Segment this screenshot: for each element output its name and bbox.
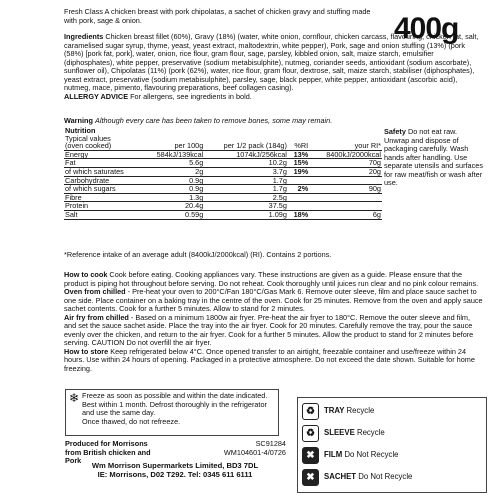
ingredients-label: Ingredients (64, 32, 104, 41)
nutrient-ri-ref: 70g (309, 159, 382, 168)
net-weight: 400g (394, 12, 459, 45)
instruction-label: Oven from chilled (64, 287, 126, 296)
instruction-text: Cook before eating. Cooking appliances vary. These instructions are given as a guide. Please ensure that the product is piping hot throughout before serving. Do not reheat. Cook thoroughly until juices run clear and no pink colour remains. (64, 270, 479, 288)
ingredients-block (64, 33, 484, 101)
producer-line-2: from British chicken and Pork (65, 447, 151, 465)
instructions-block (64, 271, 484, 373)
no-recycle-icon: ✖ (302, 447, 319, 464)
recycling-item: TRAY (324, 406, 345, 415)
nutrient-ri-ref: 6g (309, 210, 382, 219)
recycling-status: Do Not Recycle (344, 450, 399, 459)
freezing-text-main: Freeze as soon as possible and within the date indicated. Best within 1 month. Defrost thoroughly in the refrigerator and use the same day. (82, 391, 268, 417)
warning-block (64, 117, 484, 126)
nutrient-ri-ref: 90g (309, 185, 382, 194)
nutrient-name: Energy (64, 150, 142, 159)
nutrient-per-pack: 1074kJ/256kcal (204, 150, 288, 159)
nutrient-ri: 2% (288, 185, 309, 194)
code-2: WM104601-4/0726 (223, 447, 286, 457)
nutrient-per-100g: 5.6g (142, 159, 204, 168)
instruction-item (64, 314, 484, 348)
recycling-box (297, 397, 487, 493)
nutrient-ri-ref: 8400kJ/2000kcal (309, 150, 382, 159)
nutrient-ri-ref (309, 193, 382, 202)
nutrient-per-pack: 1.09g (204, 210, 288, 219)
recycling-status: Do Not Recycle (358, 472, 413, 481)
instruction-item (64, 348, 484, 374)
nutrient-name: Carbohydrate (64, 176, 142, 185)
nutrient-per-pack: 1.7g (204, 185, 288, 194)
producer-line-1: Produced for Morrisons (65, 439, 148, 448)
nutrition-row (64, 150, 382, 159)
nutrient-ri: 13% (288, 150, 309, 159)
nutrient-name: of which saturates (64, 167, 142, 176)
nutrient-per-100g: 0.9g (142, 185, 204, 194)
safety-text: Do not eat raw. Unwrap and dispose of packaging carefully. Wash hands after handling. Use separate utensils and surfaces for raw meat/fish or wash after use. (384, 127, 483, 187)
nutrient-per-100g: 2g (142, 167, 204, 176)
nutrient-per-100g: 20.4g (142, 202, 204, 211)
nutrient-ri: 15% (288, 159, 309, 168)
nutrient-name: Salt (64, 210, 142, 219)
nutrient-name: Fibre (64, 193, 142, 202)
no-recycle-icon: ✖ (302, 469, 319, 486)
freezing-text (82, 392, 274, 426)
warning-label: Warning (64, 116, 93, 125)
instruction-text: Keep refrigerated below 4°C. Once opened transfer to an airtight, freezable container and use/freeze within 24 hours. Use within 24 hours of opening. Packaged in a protective atmosphere. Do not exceed the date shown. Suitable for home freezing. (64, 346, 475, 373)
instruction-item (64, 271, 484, 288)
nutrition-table (64, 127, 382, 220)
recycling-status: Recycle (356, 428, 385, 437)
instruction-text: - Pre-heat your oven to 200°C/Fan 180°C/Gas Mark 6. Remove outer sleeve, film and place sauce sachet to one side. Place container on a baking tray in the centre of the oven. Cook for 25 minutes. Remove from the oven and apply sauce sachet contents. Cook for a further 5 minutes. Allow to stand for 2 minutes. (64, 287, 483, 313)
nutrient-ri (288, 193, 309, 202)
nutrient-per-pack: 2.5g (204, 193, 288, 202)
ri-footnote: *Reference intake of an average adult (8400kJ/2000kcal) (RI). Contains 2 portions. (64, 250, 332, 259)
nutrient-per-pack: 1.7g (204, 176, 288, 185)
recycling-item: SLEEVE (324, 428, 355, 437)
nutrient-ri-ref: 20g (309, 167, 382, 176)
typical-values-label: Typical values (65, 133, 111, 143)
nutrient-name: of which sugars (64, 185, 142, 194)
recycling-row-tray (302, 403, 480, 423)
nutrient-per-pack: 37.5g (204, 202, 288, 211)
nutrient-ri-ref (309, 202, 382, 211)
nutrition-row (64, 193, 382, 202)
oven-cooked-label: (oven cooked) (64, 142, 142, 150)
product-codes (190, 440, 286, 457)
recycling-row-film (302, 447, 480, 467)
nutrient-ri: 19% (288, 167, 309, 176)
nutrition-title: Nutrition (65, 126, 96, 135)
instruction-text: - Based on a minimum 1800w air fryer. Pre-heat the air fryer to 180°C. Remove the outer sleeve and film, and set the sauce sachet aside. Place the tray into the air fryer. Cook for 20 minutes. Carefully remove the tray, pour the sauce evenly over the chicken, and return to the air fryer. Cook for a further 5 minutes. Allow the product to stand for 2 minutes before serving. CAUTION Do not overfill the air fryer. (64, 312, 474, 347)
recycle-icon: ♻ (302, 403, 319, 420)
freezing-text-refreeze: Once thawed, do not refreeze. (82, 416, 181, 426)
recycling-row-sleeve (302, 425, 480, 445)
nutrient-per-100g: 0.9g (142, 176, 204, 185)
code-1: SC91284 (255, 439, 286, 448)
nutrient-per-100g: 584kJ/139kcal (142, 150, 204, 159)
company-line-2: IE: Morrisons, D02 T292. Tel: 0345 611 6111 (97, 470, 253, 479)
col-header-ri-ref: your RI* (309, 142, 382, 150)
product-description: Fresh Class A chicken breast with pork chipolatas, a sachet of chicken gravy and stuffing made with pork, sage & onion. (64, 7, 371, 25)
instruction-item (64, 288, 484, 314)
nutrient-per-100g: 1.3g (142, 193, 204, 202)
recycling-row-sachet (302, 469, 480, 489)
nutrient-name: Fat (64, 159, 142, 168)
nutrient-per-pack: 10.2g (204, 159, 288, 168)
snowflake-icon: ❄ (69, 391, 80, 405)
safety-label: Safety (384, 127, 406, 136)
instruction-label: How to cook (64, 270, 108, 279)
ingredients-text: Chicken breast fillet (60%), Gravy (18%) (water, white onion, cornflour, chicken carcass, flavouring, chicken fat, salt, caramelised sugar syrup, thyme, yeast, yeast extract, maltodextrin, white pepper), Pork, sage and onion stuffing (13%) (pork (58%) [pork fat, pork], water, onion, rice flour, gram flour, sage, parsley, kibbled onion, salt, maize starch, emulsifier (diphosphates), white pepper, preservative (sodium metabisulphite), nutmeg, coriander seeds, antioxidant (sodium ascorbate), sunflower oil), Chipolatas (11%) (pork (62%), water, rice flour, gram flour, dextrose, salt, maize starch, stabiliser (diphosphates), yeast extract, preservative (sodium metabisulphite), parsley, sage, black pepper, white pepper, antioxidant (ascorbic acid), nutmeg, mace, pimento, flavouring preparations, beef collagen casing). (64, 32, 479, 92)
allergy-label: ALLERGY ADVICE (64, 91, 129, 101)
instruction-label: How to store (64, 346, 109, 356)
nutrition-row (64, 202, 382, 211)
freezing-box (65, 389, 279, 436)
col-header-per-pack: per 1/2 pack (184g) (204, 142, 288, 150)
allergy-text: For allergens, see ingredients in bold. (130, 91, 252, 101)
company-address (65, 461, 285, 479)
recycling-item: FILM (324, 450, 343, 459)
safety-block (384, 128, 484, 188)
recycling-item: SACHET (324, 472, 357, 481)
nutrient-ri: 18% (288, 210, 309, 219)
recycle-icon: ♻ (302, 425, 319, 442)
nutrient-per-pack: 3.7g (204, 167, 288, 176)
col-header-per-100g: per 100g (142, 142, 204, 150)
company-line-1: Wm Morrison Supermarkets Limited, BD3 7DL (91, 461, 259, 470)
instruction-label: Air fry from chilled (64, 312, 129, 322)
nutrient-name: Protein (64, 202, 142, 211)
col-header-ri: %RI (288, 142, 309, 150)
warning-text: Although every care has been taken to remove bones, some may remain. (94, 116, 333, 125)
recycling-status: Recycle (346, 406, 375, 415)
nutrition-row (64, 210, 382, 219)
nutrient-per-100g: 0.59g (142, 210, 204, 219)
nutrition-row (64, 167, 382, 176)
nutrition-row (64, 185, 382, 194)
